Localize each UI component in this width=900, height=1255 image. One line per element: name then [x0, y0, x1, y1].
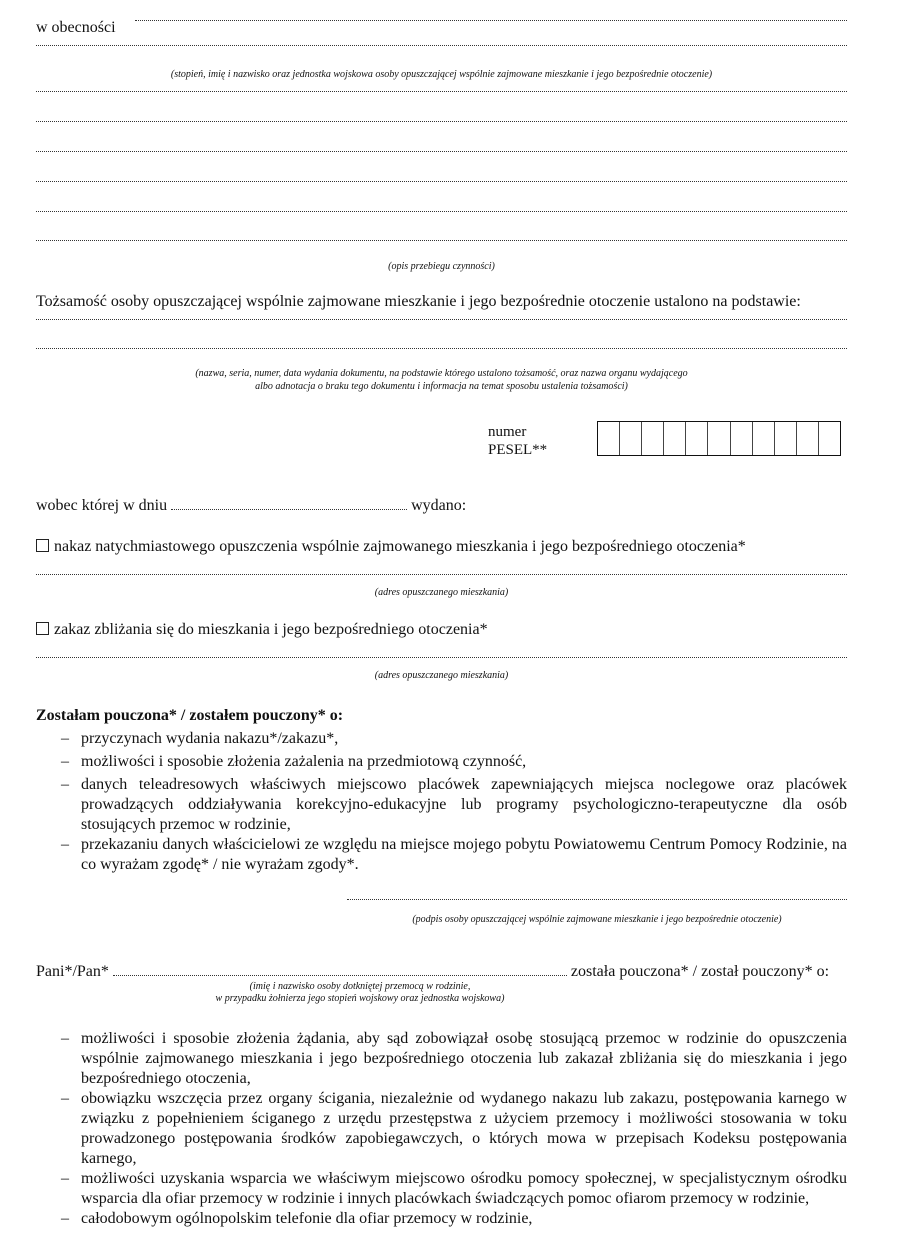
description-caption: (opis przebiegu czynności) — [388, 261, 495, 272]
issued-date-field[interactable] — [171, 509, 407, 510]
description-line-2[interactable] — [36, 121, 847, 122]
victim-item-2: obowiązku wszczęcia przez organy ścigania, niezależnie od wydanego nakazu lub zakazu, postępowania karnego w związku z popełnieniem ściganego z urzędu przestępstwa z użyciem przemocy i możliwości stosowania w toku prowadzonego postępowania środków zapobiegawczych, o których mowa w przepisach Kodeksu postępowania karnego, — [81, 1090, 847, 1167]
order2-label: zakaz zbliżania się do mieszkania i jego bezpośredniego otoczenia* — [54, 621, 488, 638]
presence-field[interactable] — [135, 20, 847, 21]
dash-icon: – — [61, 836, 69, 853]
presence-label: w obecności — [36, 19, 116, 36]
pesel-digit-cell[interactable] — [664, 422, 686, 455]
pesel-digit-cell[interactable] — [731, 422, 753, 455]
list-item — [36, 1089, 847, 1169]
identity-caption-1: (nazwa, seria, numer, data wydania dokumentu, na podstawie którego ustalono tożsamość, oraz nazwa organu wydającego — [195, 368, 688, 379]
pesel-label — [488, 423, 547, 459]
pesel-digit-cell[interactable] — [642, 422, 664, 455]
identity-line-1[interactable] — [36, 319, 847, 320]
order1-checkbox[interactable] — [36, 539, 49, 552]
list-item — [36, 1029, 847, 1089]
pesel-digit-cell[interactable] — [686, 422, 708, 455]
instructed-heading: Zostałam pouczona* / zostałem pouczony* o: — [36, 707, 344, 724]
victim-list — [36, 1029, 847, 1229]
list-item — [36, 835, 847, 875]
issued-row — [36, 496, 466, 516]
instructed-item-3: danych teleadresowych właściwych miejscowo placówek zapewniających miejsca noclegowe oraz placówek prowadzących oddziaływania korekcyjno-edukacyjne lub programy psychologiczno-terapeutyczne dla osób stosujących przemoc w rodzinie, — [81, 776, 847, 833]
pesel-label-line-2: PESEL** — [488, 442, 548, 458]
victim-suffix: została pouczona* / został pouczony* o: — [570, 963, 830, 980]
description-line-3[interactable] — [36, 151, 847, 152]
dash-icon: – — [61, 730, 69, 747]
order2-caption: (adres opuszczanego mieszkania) — [374, 670, 509, 681]
presence-field-line-2[interactable] — [36, 45, 847, 46]
dash-icon: – — [61, 1090, 69, 1107]
instructed-item-4: przekazaniu danych właścicielowi ze względu na miejsce mojego pobytu Powiatowemu Centrum Pomocy Rodzinie, na co wyrażam zgodę* / nie wyrażam zgody*. — [81, 836, 847, 873]
dash-icon: – — [61, 1170, 69, 1187]
pesel-digit-cell[interactable] — [598, 422, 620, 455]
victim-item-4: całodobowym ogólnopolskim telefonie dla ofiar przemocy w rodzinie, — [81, 1210, 533, 1227]
pesel-digit-cell[interactable] — [620, 422, 642, 455]
order1-row — [36, 537, 746, 557]
list-item — [36, 1209, 847, 1229]
pesel-digit-cell[interactable] — [819, 422, 840, 455]
identity-caption-2: albo adnotacja o braku tego dokumentu i informacja na temat sposobu ustalenia tożsamości) — [255, 381, 628, 392]
pesel-input[interactable] — [597, 421, 841, 456]
dash-icon: – — [61, 776, 69, 793]
order1-address-field[interactable] — [36, 574, 847, 575]
order2-row — [36, 620, 488, 640]
order1-caption: (adres opuszczanego mieszkania) — [374, 587, 509, 598]
description-line-6[interactable] — [36, 240, 847, 241]
pesel-digit-cell[interactable] — [775, 422, 797, 455]
list-item — [36, 1169, 847, 1209]
dash-icon: – — [61, 1210, 69, 1227]
pesel-digit-cell[interactable] — [708, 422, 730, 455]
victim-caption-2: w przypadku żołnierza jego stopień wojskowy oraz jednostka wojskowa) — [215, 993, 505, 1004]
list-item — [36, 775, 847, 835]
identity-line-2[interactable] — [36, 348, 847, 349]
signature-field[interactable] — [347, 899, 847, 900]
order1-label: nakaz natychmiastowego opuszczenia wspólnie zajmowanego mieszkania i jego bezpośredniego otoczenia* — [54, 538, 746, 555]
victim-item-3: możliwości uzyskania wsparcia we właściwym miejscowo ośrodku pomocy społecznej, w specjalistycznym ośrodku wsparcia dla ofiar przemocy w rodzinie i innych placówkach świadczących pomoc ofiarom przemocy w rodzinie, — [81, 1170, 847, 1207]
pesel-digit-cell[interactable] — [753, 422, 775, 455]
instructed-list — [36, 729, 847, 875]
signature-caption: (podpis osoby opuszczającej wspólnie zajmowane mieszkanie i jego bezpośrednie otoczenie) — [412, 914, 782, 925]
description-line-1[interactable] — [36, 91, 847, 92]
victim-prefix: Pani*/Pan* — [36, 963, 109, 980]
order2-address-field[interactable] — [36, 657, 847, 658]
identity-label: Tożsamość osoby opuszczającej wspólnie zajmowane mieszkanie i jego bezpośrednie otoczenie ustalono na podstawie: — [36, 293, 801, 310]
issued-suffix: wydano: — [411, 497, 467, 514]
list-item — [36, 729, 847, 749]
dash-icon: – — [61, 753, 69, 770]
victim-name-field[interactable] — [113, 975, 567, 976]
order2-checkbox[interactable] — [36, 622, 49, 635]
victim-row — [36, 962, 829, 982]
victim-caption-1: (imię i nazwisko osoby dotkniętej przemocą w rodzinie, — [249, 981, 471, 992]
instructed-item-1: przyczynach wydania nakazu*/zakazu*, — [81, 730, 339, 747]
victim-item-1: możliwości i sposobie złożenia żądania, aby sąd zobowiązał osobę stosującą przemoc w rodzinie do opuszczenia wspólnie zajmowanego mieszkania i jego bezpośredniego otoczenia lub zakazał zbliżania się do mieszkania i jego bezpośredniego otoczenia, — [81, 1030, 847, 1087]
description-line-4[interactable] — [36, 181, 847, 182]
list-item — [36, 752, 847, 772]
presence-caption: (stopień, imię i nazwisko oraz jednostka wojskowa osoby opuszczającej wspólnie zajmowane mieszkanie i jego bezpośrednie otoczenie) — [170, 69, 713, 80]
pesel-digit-cell[interactable] — [797, 422, 819, 455]
description-line-5[interactable] — [36, 211, 847, 212]
pesel-label-line-1: numer — [488, 424, 527, 440]
issued-prefix: wobec której w dniu — [36, 497, 168, 514]
dash-icon: – — [61, 1030, 69, 1047]
instructed-item-2: możliwości i sposobie złożenia zażalenia na przedmiotową czynność, — [81, 753, 527, 770]
presence-row — [36, 18, 116, 38]
